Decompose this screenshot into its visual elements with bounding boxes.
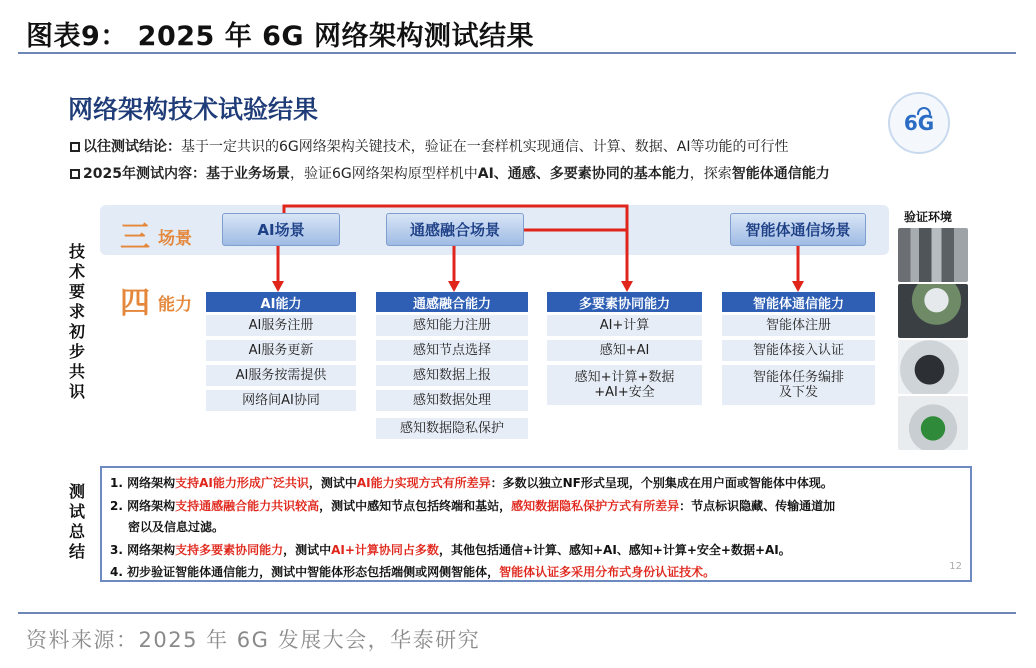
arrowhead-multi bbox=[621, 281, 633, 292]
capability-item: 智能体任务编排 及下发 bbox=[722, 365, 875, 405]
arrowhead-sensing bbox=[448, 281, 460, 292]
slide bbox=[62, 72, 976, 590]
capability-item: 网络间AI协同 bbox=[206, 390, 356, 411]
conclusion-2-continued: 密以及信息过滤。 bbox=[128, 520, 225, 534]
robot-car-photo bbox=[898, 284, 968, 338]
bottom-divider bbox=[18, 612, 1016, 614]
sidebar-test-summary: 测 试 总 结 bbox=[68, 482, 85, 561]
scene-ai: AI场景 bbox=[222, 213, 340, 246]
arrow-connectors bbox=[62, 72, 976, 312]
test-content-capabilities: AI、通感、多要素协同的基本能力 bbox=[477, 166, 690, 182]
capability-item: 感知+AI bbox=[547, 340, 702, 361]
capability-item: 感知数据处理 bbox=[376, 390, 528, 411]
capability-item: 感知节点选择 bbox=[376, 340, 528, 361]
title-divider bbox=[18, 52, 1016, 54]
slide-title: 网络架构技术试验结果 bbox=[68, 95, 319, 124]
conclusion-3: 3. 网络架构支持多要素协同能力，测试中AI+计算协同占多数，其他包括通信+计算、感知+AI、感知+计算+安全+数据+AI。 bbox=[110, 543, 791, 557]
conclusion-1: 1. 网络架构支持AI能力形成广泛共识，测试中AI能力实现方式有所差异：多数以独立NF形式呈现，个别集成在用户面或智能体中体现。 bbox=[110, 476, 833, 490]
capability-agent-header: 智能体通信能力 bbox=[722, 292, 875, 312]
test-content-text: ，验证6G网络架构原型样机中 bbox=[289, 166, 478, 182]
robot-dog-photo bbox=[898, 340, 968, 394]
capability-item: AI+计算 bbox=[547, 315, 702, 336]
test-content-basis: 基于业务场景 bbox=[205, 166, 290, 182]
server-rack-photo bbox=[898, 228, 968, 282]
capability-item: 感知数据隐私保护 bbox=[376, 418, 528, 439]
robot-arm-photo bbox=[898, 396, 968, 450]
capability-item: AI服务按需提供 bbox=[206, 365, 356, 386]
arrowhead-agent bbox=[792, 281, 804, 292]
previous-conclusion-label: 以往测试结论： bbox=[83, 139, 181, 155]
test-content-explore: ，探索 bbox=[689, 166, 732, 182]
capability-ai-header: AI能力 bbox=[206, 292, 356, 312]
capability-item: 智能体接入认证 bbox=[722, 340, 875, 361]
test-content-agent: 智能体通信能力 bbox=[731, 166, 830, 182]
page-number: 12 bbox=[949, 561, 962, 572]
capability-item: 感知数据上报 bbox=[376, 365, 528, 386]
capability-item: 感知能力注册 bbox=[376, 315, 528, 336]
arrowhead-ai bbox=[272, 281, 284, 292]
conclusion-4: 4. 初步验证智能体通信能力，测试中智能体形态包括端侧或网侧智能体，智能体认证多采用分布式身份认证技术。 bbox=[110, 565, 716, 579]
sidebar-tech-requirements: 技 术 要 求 初 步 共 识 bbox=[68, 242, 85, 401]
capability-row-label: 四能力 bbox=[120, 286, 192, 321]
previous-conclusion-text: 基于一定共识的6G网络架构关键技术，验证在一套样机实现通信、计算、数据、AI等功能的可行性 bbox=[181, 139, 789, 155]
source-note: 资料来源：2025 年 6G 发展大会，华泰研究 bbox=[26, 628, 481, 652]
capability-multi-header: 多要素协同能力 bbox=[547, 292, 702, 312]
test-conclusion-box bbox=[100, 466, 972, 582]
capability-item: 感知+计算+数据 +AI+安全 bbox=[547, 365, 702, 405]
capability-item: AI服务更新 bbox=[206, 340, 356, 361]
test-content-label: 2025年测试内容： bbox=[83, 166, 206, 182]
capability-sensing-header: 通感融合能力 bbox=[376, 292, 528, 312]
validation-env-label: 验证环境 bbox=[904, 210, 953, 224]
capability-item: 智能体注册 bbox=[722, 315, 875, 336]
logo-text: 6G bbox=[903, 111, 935, 135]
figure-title: 图表9： 2025 年 6G 网络架构测试结果 bbox=[26, 21, 534, 52]
capability-item: AI服务注册 bbox=[206, 315, 356, 336]
conclusion-2: 2. 网络架构支持通感融合能力共识较高，测试中感知节点包括终端和基站，感知数据隐私保护方式有所差异：节点标识隐藏、传输通道加 bbox=[110, 499, 836, 513]
scenario-row-label: 三场景 bbox=[120, 220, 192, 255]
scene-sensing: 通感融合场景 bbox=[386, 213, 524, 246]
scene-agent: 智能体通信场景 bbox=[730, 213, 866, 246]
